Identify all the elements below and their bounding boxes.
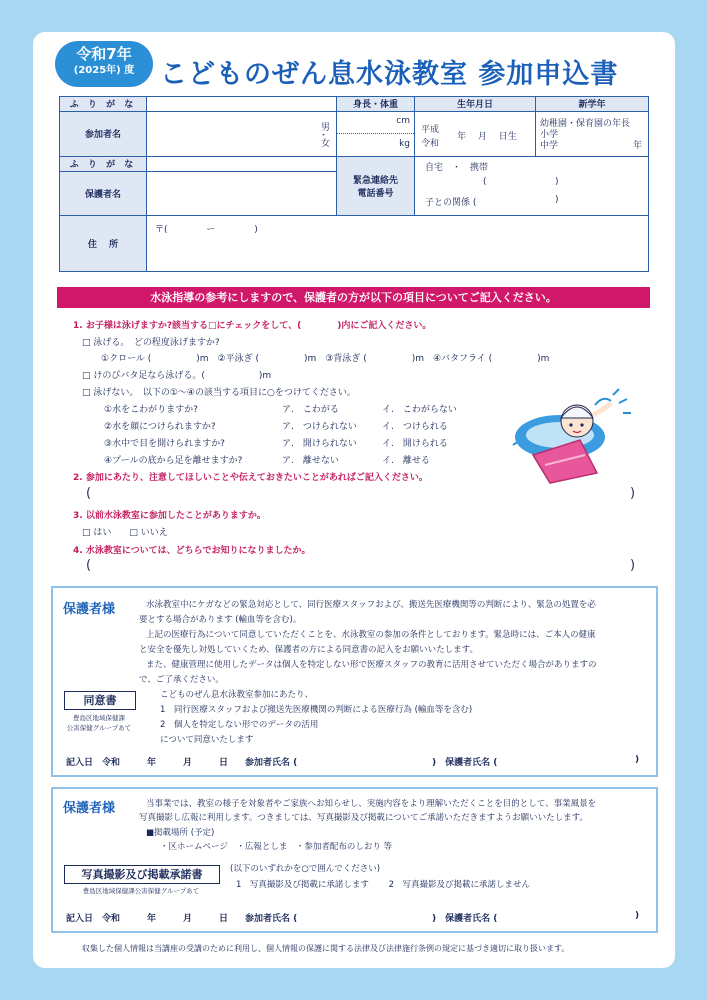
- photo-options[interactable]: 1 写真撮影及び掲載に承諾します 2 写真撮影及び掲載に承諾しません: [236, 880, 531, 890]
- furigana-label: ふ り が な: [60, 97, 147, 112]
- q1-title: 1. お子様は泳げますか?該当する□にチェックをして、( )内にご記入ください。: [73, 321, 432, 331]
- reiwa-option[interactable]: 令和: [421, 138, 440, 149]
- heisei-option[interactable]: 平成: [421, 124, 440, 135]
- emergency-label: [337, 157, 415, 216]
- medical-guardian-sign[interactable]: ) 保護者氏名 (: [432, 758, 498, 768]
- guardian-furigana-field[interactable]: [147, 157, 337, 172]
- medical-p2: 上記の医療行為について同意していただくことを、水泳教室の参加の条件としております。緊急時には、ご本人の健康: [146, 630, 596, 640]
- emergency-label-line1: 緊急連絡先: [352, 176, 398, 187]
- application-form-table: [59, 96, 649, 272]
- gender-dot: ・: [318, 130, 328, 141]
- female-option[interactable]: 女: [320, 138, 330, 149]
- cm-unit: cm: [396, 115, 410, 126]
- photo-participant-sign[interactable]: 参加者氏名 (: [245, 914, 298, 924]
- medical-p3b: で、ご了承ください。: [139, 675, 224, 685]
- home-mobile-option[interactable]: 自宅 ・ 携帯: [425, 163, 489, 174]
- q2-paren-close: ): [630, 486, 636, 501]
- medical-sign-end: ): [635, 755, 640, 765]
- q1-item-2-a[interactable]: ア. つけられない: [282, 422, 357, 432]
- year-badge: [55, 41, 153, 87]
- guardian-furigana-label: ふ り が な: [60, 157, 147, 172]
- q1-cannot-option[interactable]: □ 泳げない。 以下の①～④の該当する項目に○をつけてください。: [82, 388, 356, 398]
- relation-label: 子との関係 (: [425, 198, 477, 209]
- photo-sign-end: ): [635, 911, 640, 921]
- birthdate-label: 生年月日: [415, 97, 536, 112]
- kg-unit: kg: [399, 138, 410, 149]
- instruction-banner: 水泳指導の参考にしますので、保護者の方が以下の項目についてご記入ください。: [57, 287, 650, 308]
- grade-junior-high[interactable]: 中学: [540, 140, 559, 151]
- height-weight-field[interactable]: [337, 111, 415, 156]
- medical-c1: こどものぜん息水泳教室参加にあたり、: [160, 690, 314, 700]
- medical-entry-date[interactable]: 記入日 令和 年 月 日: [66, 758, 229, 768]
- medical-c4: について同意いたします: [160, 735, 254, 745]
- q1-kick-option[interactable]: □ けのびバタ足なら泳げる。( )m: [82, 371, 272, 381]
- emergency-phone-field[interactable]: [415, 157, 649, 216]
- q3-title: 3. 以前水泳教室に参加したことがありますか。: [73, 511, 266, 521]
- q4-title: 4. 水泳教室については、どちらでお知りになりましたか。: [73, 546, 311, 556]
- q1-item-3-a[interactable]: ア. 開けられない: [282, 439, 357, 449]
- q1-item-4: ④プールの底から足を離せますか?: [104, 456, 243, 466]
- q2-paren-open: (: [86, 486, 92, 501]
- q2-title: 2. 参加にあたり、注意してほしいことや伝えておきたいことがあればご記入ください。: [73, 473, 428, 483]
- medical-consent-tag: 保護者様: [63, 602, 116, 617]
- postal-code: 〒( ー ): [155, 225, 258, 236]
- photo-instruction: (以下のいずれかを○で囲んでください): [230, 864, 381, 874]
- photo-places: ・区ホームページ ・広報としま ・参加者配布のしおり 等: [160, 842, 393, 852]
- q3-options[interactable]: □ はい □ いいえ: [82, 528, 168, 538]
- grade-field[interactable]: [536, 111, 649, 156]
- medical-c3: 2 個人を特定しない形でのデータの活用: [160, 720, 319, 730]
- photo-place-heading: ■掲載場所 (予定): [146, 828, 215, 838]
- guardian-name-field[interactable]: [147, 171, 337, 215]
- photo-consent-label: 写真撮影及び掲載承諾書: [64, 865, 220, 884]
- medical-p2b: と安全を優先し対処していくため、保護者の方による同意書の記入をお願いいたします。: [139, 645, 478, 655]
- q1-item-4-b[interactable]: イ. 離せる: [382, 456, 430, 466]
- q1-item-4-a[interactable]: ア. 離せない: [282, 456, 339, 466]
- ymd-label: 年 月 日生: [457, 131, 517, 142]
- male-option[interactable]: 男: [320, 122, 330, 133]
- year-badge-line1: 令和7年: [76, 45, 132, 63]
- q4-paren-open: (: [86, 558, 92, 573]
- address-label: 住 所: [60, 216, 147, 272]
- q1-item-3: ③水中で目を開けられますか?: [104, 439, 225, 449]
- medical-consent-sub2: 公害保健グループあて: [66, 724, 132, 732]
- phone-paren-open: (: [483, 177, 487, 188]
- photo-p1: 当事業では、教室の様子を対象者やご家族へお知らせし、実施内容をより理解いただくことを目的として、事業風景を: [146, 799, 597, 809]
- q1-item-1: ①水をこわがりますか?: [104, 405, 198, 415]
- height-weight-label: 身長・体重: [337, 97, 415, 112]
- photo-p1b: 写真撮影し広報に利用します。つきましては、写真撮影及び掲載についてご承諾いただきますようお願いいたします。: [139, 813, 588, 823]
- photo-consent-tag: 保護者様: [63, 801, 116, 816]
- participant-name-field[interactable]: [147, 111, 337, 156]
- address-field[interactable]: [147, 216, 649, 272]
- new-grade-label: 新学年: [536, 97, 649, 112]
- medical-c2: 1 同行医療スタッフおよび搬送先医療機関の判断による医療行為 (輸血等を含む): [160, 705, 473, 715]
- medical-participant-sign[interactable]: 参加者氏名 (: [245, 758, 298, 768]
- q4-paren-close: ): [630, 558, 636, 573]
- participant-furigana-field[interactable]: [147, 97, 337, 112]
- q1-swim-option[interactable]: □ 泳げる。 どの程度泳げますか?: [82, 338, 220, 348]
- medical-p1: 水泳教室中にケガなどの緊急対応として、同行医療スタッフおよび、搬送先医療機関等の判断により、緊急の処置を必: [146, 600, 596, 610]
- q1-item-1-a[interactable]: ア. こわがる: [282, 405, 339, 415]
- privacy-footer: 収集した個人情報は当講座の受講のために利用し、個人情報の保護に関する法律及び法律施行条例の規定に基づき適切に取り扱います。: [82, 944, 570, 953]
- relation-close: ): [555, 195, 559, 206]
- q1-strokes[interactable]: ①クロール ( )m ②平泳ぎ ( )m ③背泳ぎ ( )m ④バタフライ ( )m: [101, 354, 550, 364]
- photo-entry-date[interactable]: 記入日 令和 年 月 日: [66, 914, 229, 924]
- q1-item-1-b[interactable]: イ. こわがらない: [382, 405, 457, 415]
- grade-elementary[interactable]: 小学: [540, 129, 559, 140]
- medical-p3: また、健康管理に使用したデータは個人を特定しない形で医療スタッフの教育に活用させていただく場合がありますの: [146, 660, 597, 670]
- grade-kindergarten[interactable]: 幼稚園・保育園の年長: [540, 118, 631, 129]
- medical-p1b: 要とする場合があります (輸血等を含む)。: [139, 615, 302, 625]
- medical-consent-label: 同意書: [64, 691, 136, 710]
- q1-item-2-b[interactable]: イ. つけられる: [382, 422, 448, 432]
- page-title: こどものぜん息水泳教室 参加申込書: [160, 59, 619, 90]
- photo-guardian-sign[interactable]: ) 保護者氏名 (: [432, 914, 498, 924]
- phone-paren-close: ): [555, 177, 559, 188]
- emergency-label-line2: 電話番号: [357, 189, 394, 200]
- grade-nen: 年: [632, 140, 642, 151]
- year-badge-line2: (2025年) 度: [73, 65, 135, 76]
- birthdate-field[interactable]: [415, 111, 536, 156]
- q1-item-2: ②水を顔につけられますか?: [104, 422, 216, 432]
- photo-consent-sub: 豊島区地域保健課公害保健グループあて: [82, 887, 200, 895]
- medical-consent-sub1: 豊島区地域保健課: [73, 714, 125, 722]
- swimming-child-illustration: [505, 385, 640, 485]
- q1-item-3-b[interactable]: イ. 開けられる: [382, 439, 448, 449]
- participant-name-label: 参加者名: [60, 111, 147, 156]
- guardian-name-label: 保護者名: [60, 171, 147, 215]
